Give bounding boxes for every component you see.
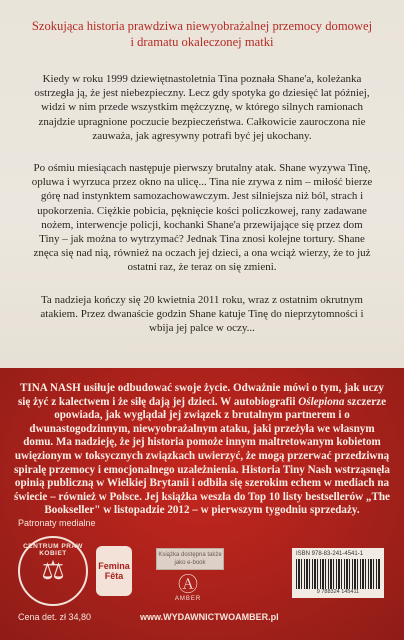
- isbn-barcode: [292, 548, 384, 598]
- author-blurb-part-1: TINA NASH usiłuje odbudować swoje życie. Odważnie mówi o tym, jak uczy się żyć z kalectwem i że siłę dają jej dzieci. W autobiografii: [17, 382, 384, 408]
- amber-logo: [168, 574, 208, 608]
- cpk-ring-text: CENTRUM PRAW KOBIET: [23, 543, 83, 557]
- barcode-bars: [296, 559, 380, 589]
- femina-logo: Femina Fêta: [96, 546, 132, 596]
- publisher-website: www.WYDAWNICTWOAMBER.pl: [140, 612, 279, 622]
- isbn-text: ISBN 978-83-241-4541-1: [296, 551, 364, 557]
- centrum-praw-kobiet-logo: [18, 536, 88, 606]
- barcode-digits: 9 788324 145411: [316, 589, 360, 595]
- price-label: Cena det. zł 34,80: [18, 612, 92, 622]
- cover-lower-panel: [0, 368, 404, 640]
- author-blurb-part-2: szczerze opowiada, jak wyglądał jej związek z brutalnym partnerem i o dwunastogodzinnym, niewyobrażalnym ataku, jaki przeżyła we własnym domu. Ma nadzieję, że jej historia pomoże innym maltretowanym kobietom uwięzionym w toksycznych związkach uwierzyć, że mogą przerwać przedziwną spiralę przemocy i emocjonalnego uzależnienia. Historia Tiny Nash wstrząsnęła opinią publiczną w Wielkiej Brytanii i odbiła się szerokim echem w mediach na świecie – również w Polsce. Jej książka weszła do Top 10 listy bestsellerów „The Bookseller" w listopadzie 2012 – w pierwszym tygodniu sprzedaży.: [14, 395, 390, 517]
- publisher-name: AMBER: [174, 596, 202, 602]
- synopsis-paragraph-1: Kiedy w roku 1999 dziewiętnastoletnia Tina poznała Shane'a, koleżanka ostrzegła ją, że jest niebezpieczny. Lecz gdy spotyka go dziesięć lat później, widzi w nim przede wszystkim mężczyznę, w którego silnych ramionach znajdzie upragnione poczucie bezpieczeństwa. Całkowicie zauroczona nie zauważa, jak agresywny potrafi być jej ukochany.: [34, 73, 370, 142]
- patronage-label: Patronaty medialne: [18, 518, 96, 528]
- ebook-sticker: Książka dostępna także jako e-book: [156, 548, 224, 570]
- tagline: Szokująca historia prawdziwa niewyobrażalnej przemocy domowej i dramatu okaleczonej matki: [31, 19, 373, 49]
- book-title: Oślepiona: [298, 395, 345, 408]
- synopsis-paragraph-2: Po ośmiu miesiącach następuje pierwszy brutalny atak. Shane wyzywa Tinę, opluwa i wyrzuca przez okno na ulicę... Tina nie zrywa z nim – miłość bierze górę nad instynktem samozachowawczym. Jest silniejsza niż ból, strach i upokorzenia. Ciężkie pobicia, pęknięcie kości policzkowej, rany zadawane nożem, interwencje policji, kochanki Shane'a przewijające się przez dom Tiny – jak można to wytrzymać? Jednak Tina znosi kolejne tortury. Shane znęca się nad nią, również na oczach jej dzieci, a ona wciąż wierzy, że to już ostatni raz, że teraz on się zmieni.: [31, 162, 373, 274]
- scales-of-justice-icon: ⚖: [41, 556, 65, 585]
- author-blurb: [14, 382, 390, 518]
- amber-logo-icon: Ⓐ: [178, 574, 198, 596]
- synopsis-paragraph-3: Ta nadzieja kończy się 20 kwietnia 2011 roku, wraz z ostatnim okrutnym atakiem. Przez dwanaście godzin Shane katuje Tinę do nieprzytomności i wbija jej palce w oczy...: [40, 293, 364, 335]
